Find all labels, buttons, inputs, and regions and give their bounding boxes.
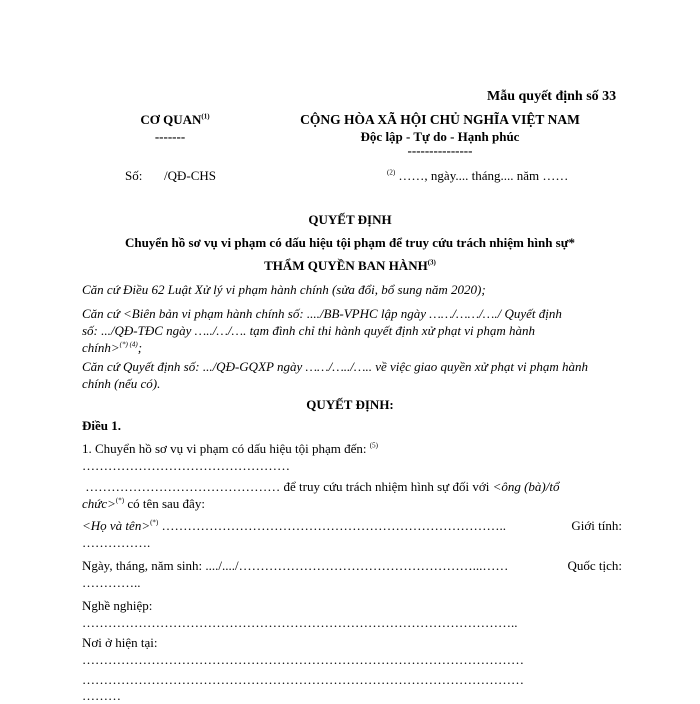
item-1-dots: ………………………………………… <box>82 458 290 473</box>
number-value: /QĐ-CHS <box>164 168 217 183</box>
gender-label: Giới tính: <box>571 518 622 533</box>
article-1-item-1 <box>82 441 378 457</box>
occupation-dots: ……………………………………………………………………………………….. <box>82 615 518 630</box>
place-note: (2) <box>387 168 396 177</box>
legal-basis-2-line2: số: .../QĐ-TĐC ngày …../…/…. tạm đình chỉ thi hành quyết định xử phạt vi phạm hành <box>82 323 536 338</box>
name-note: (*) <box>150 518 159 527</box>
nation-name: CỘNG HÒA XÃ HỘI CHỦ NGHĨA VIỆT NAM <box>300 112 580 127</box>
place-date-text: ……, ngày.... tháng.... năm …… <box>398 168 569 183</box>
legal-basis-2-line3-text: chính> <box>82 340 120 355</box>
item-1-line-3-text: có tên sau đây: <box>127 496 205 511</box>
legal-basis-2-end: ; <box>137 340 143 355</box>
legal-basis-2 <box>82 305 622 356</box>
agency-note: (1) <box>201 112 210 121</box>
item-1-line-2-dots: ……………………………………… <box>85 479 281 494</box>
name-label: <Họ và tên> <box>82 518 151 533</box>
dob-label: Ngày, tháng, năm sinh: ..../..../ <box>82 558 239 573</box>
item-1-label: 1. Chuyển hồ sơ vụ vi phạm có dấu hiệu tội phạm đến: <box>82 441 367 456</box>
occupation-label: Nghề nghiệp: <box>82 598 153 613</box>
item-1-line-3-note: (*) <box>115 496 125 505</box>
number-label: Số: <box>125 168 143 183</box>
motto: Độc lập - Tự do - Hạnh phúc <box>360 129 520 144</box>
item-1-note: (5) <box>369 441 378 450</box>
agency-label: CƠ QUAN <box>140 112 202 127</box>
issuing-authority <box>0 258 700 274</box>
dob-row <box>82 558 622 574</box>
authority-label: THẨM QUYỀN BAN HÀNH <box>264 258 428 273</box>
name-dots: …………………………………………………………………….. <box>161 518 507 533</box>
residence-label: Nơi ở hiện tại: <box>82 635 158 650</box>
name-field <box>82 518 506 534</box>
dob-field <box>82 558 508 574</box>
item-1-line-2-italic: <ông (bà)/tổ <box>492 479 560 494</box>
article-1-heading: Điều 1. <box>82 418 121 433</box>
decision-heading: QUYẾT ĐỊNH: <box>306 397 394 412</box>
name-row <box>82 518 622 534</box>
form-number: Mẫu quyết định số 33 <box>487 89 617 104</box>
place-date <box>387 168 568 184</box>
legal-basis-3 <box>82 358 622 392</box>
agency-name <box>120 112 230 128</box>
legal-basis-3-line1: Căn cứ Quyết định số: .../QĐ-GQXP ngày ……/…../….. về việc giao quyền xử phạt vi phạm hành <box>82 359 589 374</box>
agency-rule: ------- <box>154 129 186 144</box>
item-1-line-2 <box>82 479 559 495</box>
dob-dots: ………………………………………………...…… <box>238 558 509 573</box>
legal-basis-3-line2: chính (nếu có). <box>82 376 161 391</box>
gender-dots: ……………. <box>82 535 151 550</box>
authority-note: (3) <box>427 258 436 267</box>
residence-dots-1: ………………………………………………………………………………………… <box>82 652 524 667</box>
motto-rule: --------------- <box>407 143 473 158</box>
legal-basis-2-note: (*) (4) <box>119 340 138 349</box>
residence-dots-3: ……… <box>82 688 121 703</box>
item-1-line-3 <box>82 496 205 512</box>
decision-title: QUYẾT ĐỊNH <box>308 212 392 227</box>
legal-basis-2-line3 <box>82 339 622 356</box>
legal-basis-1: Căn cứ Điều 62 Luật Xử lý vi phạm hành chính (sửa đổi, bổ sung năm 2020); <box>82 282 486 297</box>
item-1-line-2-text: để truy cứu trách nhiệm hình sự đối với <box>283 479 490 494</box>
nationality-dots: ………….. <box>82 575 141 590</box>
nationality-label: Quốc tịch: <box>567 558 622 573</box>
residence-dots-2: ………………………………………………………………………………………… <box>82 672 524 687</box>
legal-basis-2-line1: Căn cứ <Biên bản vi phạm hành chính số: ..../BB-VPHC lập ngày ……/……/…./ Quyết định <box>82 306 562 321</box>
decision-subject: Chuyển hồ sơ vụ vi phạm có dấu hiệu tội phạm để truy cứu trách nhiệm hình sự* <box>124 235 576 250</box>
item-1-line-3-italic: chức> <box>82 496 116 511</box>
